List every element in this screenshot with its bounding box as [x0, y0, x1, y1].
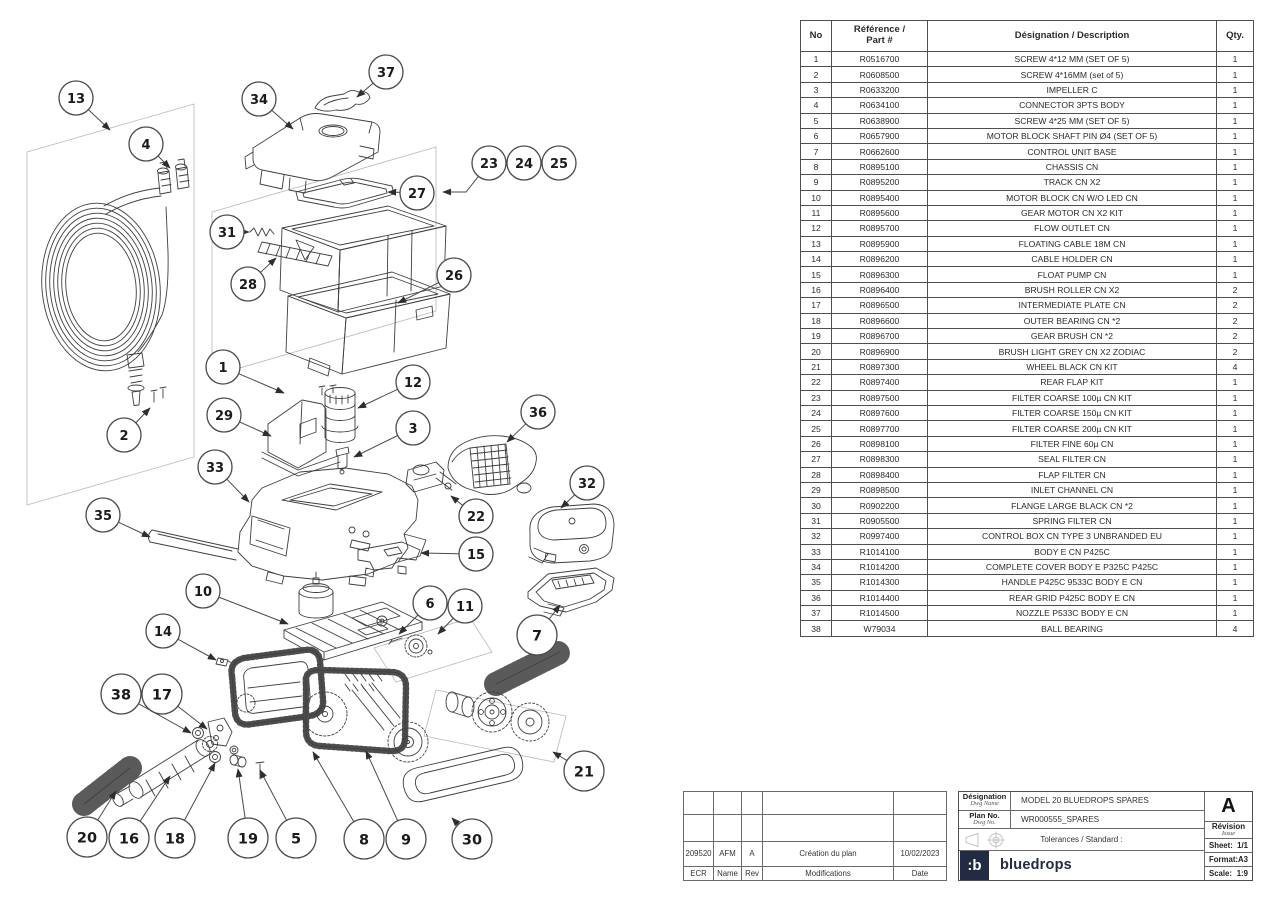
designation-value: MODEL 20 BLUEDROPS SPARES — [1021, 796, 1149, 806]
svg-text:23: 23 — [479, 156, 499, 172]
balloon-23 — [443, 146, 506, 192]
bluedrops-logo-icon: :b — [960, 851, 989, 880]
balloon-14 — [146, 614, 216, 660]
brush-bristle-right-sketch — [496, 652, 560, 684]
scale-field: Scale: 1:9 — [1209, 869, 1248, 878]
svg-text:14: 14 — [153, 624, 173, 640]
svg-text:25: 25 — [549, 156, 569, 172]
header-qty: Qty. — [1217, 21, 1254, 52]
table-row: 22 R0897400 REAR FLAP KIT 1 — [801, 375, 1254, 390]
table-row: 20 R0896900 BRUSH LIGHT GREY CN X2 ZODIAC 2 — [801, 344, 1254, 359]
balloon-13 — [59, 81, 110, 130]
svg-text:21: 21 — [573, 764, 595, 781]
balloon-2 — [107, 408, 150, 452]
table-row: 32 R0997400 CONTROL BOX CN TYPE 3 UNBRANDED EU 1 — [801, 529, 1254, 544]
intermediate-plate-sketch — [208, 718, 238, 754]
svg-text:29: 29 — [214, 408, 234, 424]
table-row: 30 R0902200 FLANGE LARGE BLACK CN *2 1 — [801, 498, 1254, 513]
table-row: 6 R0657900 MOTOR BLOCK SHAFT PIN Ø4 (SET OF 5) 1 — [801, 128, 1254, 143]
designation-label: Désignation Dwg Name — [959, 792, 1011, 810]
control-box-sketch — [529, 504, 614, 563]
svg-text:15: 15 — [466, 547, 486, 563]
screw-pair-sketch — [151, 387, 166, 402]
svg-text:17: 17 — [151, 687, 173, 704]
revision-empty-row — [684, 792, 947, 815]
balloon-35 — [86, 498, 150, 537]
svg-text:10: 10 — [193, 584, 213, 600]
balloon-6 — [399, 586, 447, 634]
table-row: 33 R1014100 BODY E CN P425C 1 — [801, 544, 1254, 559]
balloon-18 — [155, 763, 215, 858]
table-row: 7 R0662600 CONTROL UNIT BASE 1 — [801, 144, 1254, 159]
table-row: 1 R0516700 SCREW 4*12 MM (SET OF 5) 1 — [801, 52, 1254, 67]
table-row: 19 R0896700 GEAR BRUSH CN *2 2 — [801, 329, 1254, 344]
svg-text:2: 2 — [119, 428, 129, 444]
balloon-15 — [421, 537, 493, 571]
balloon-5 — [260, 770, 316, 858]
ball-bearing-sketch — [193, 728, 204, 739]
balloon-26 — [398, 258, 471, 303]
balloon-37 — [357, 55, 403, 97]
table-row: 13 R0895900 FLOATING CABLE 18M CN 1 — [801, 236, 1254, 251]
svg-text:31: 31 — [217, 225, 237, 241]
svg-text:37: 37 — [376, 65, 396, 81]
revision-letter: A — [1205, 792, 1252, 822]
spring-sketch — [250, 228, 274, 236]
revision-label: Révision Issue — [1205, 822, 1252, 839]
gear-motor-sketch — [405, 635, 432, 657]
table-row: 23 R0897500 FILTER COARSE 100µ CN KIT 1 — [801, 390, 1254, 405]
svg-text:22: 22 — [466, 509, 486, 525]
flap-filter-sketch — [258, 242, 332, 266]
balloon-25 — [542, 146, 576, 180]
table-row: 37 R1014500 NOZZLE P533C BODY E CN 1 — [801, 606, 1254, 621]
svg-text:8: 8 — [358, 832, 370, 849]
svg-text:1: 1 — [218, 360, 228, 376]
svg-text:7: 7 — [531, 628, 543, 645]
svg-text:26: 26 — [444, 268, 464, 284]
flange-belt-sketch — [403, 747, 523, 802]
balloon-4 — [129, 127, 170, 168]
svg-text:32: 32 — [577, 476, 597, 492]
control-base-sketch — [528, 568, 614, 616]
connector-sketch — [158, 159, 190, 194]
impeller-sketch — [336, 447, 349, 474]
table-row: 3 R0633200 IMPELLER C 1 — [801, 82, 1254, 97]
table-row: 10 R0895400 MOTOR BLOCK CN W/O LED CN 1 — [801, 190, 1254, 205]
svg-text:33: 33 — [205, 460, 225, 476]
brush-bristle-sketch — [84, 768, 130, 804]
balloon-1 — [206, 350, 284, 393]
motor-block-sketch — [284, 572, 422, 660]
rear-grid-sketch — [448, 436, 536, 495]
table-row: 35 R1014300 HANDLE P425C 9533C BODY E CN 1 — [801, 575, 1254, 590]
title-block — [958, 791, 1253, 881]
svg-text:28: 28 — [238, 277, 258, 293]
pump-motor-sketch — [406, 462, 456, 492]
table-row: 25 R0897700 FILTER COARSE 200µ CN KIT 1 — [801, 421, 1254, 436]
inlet-channel-sketch — [262, 400, 340, 476]
revision-empty-row — [684, 815, 947, 841]
plan-no-value: WR000555_SPARES — [1021, 814, 1100, 824]
table-row: 9 R0895200 TRACK CN X2 1 — [801, 175, 1254, 190]
svg-text:13: 13 — [66, 91, 86, 107]
revision-entry-row: 209520 AFM A Création du plan 10/02/2023 — [684, 841, 947, 866]
table-row: 15 R0896300 FLOAT PUMP CN 1 — [801, 267, 1254, 282]
svg-text:19: 19 — [237, 831, 259, 848]
format-field: Format: A3 — [1205, 853, 1252, 867]
table-row: 11 R0895600 GEAR MOTOR CN X2 KIT 1 — [801, 205, 1254, 220]
balloon-32 — [561, 466, 604, 508]
sheet-field: Sheet: 1/1 — [1205, 839, 1252, 853]
table-row: 29 R0898500 INLET CHANNEL CN 1 — [801, 482, 1254, 497]
outer-bearing-sketch — [210, 752, 221, 763]
svg-text:34: 34 — [249, 92, 269, 108]
table-row: 17 R0896500 INTERMEDIATE PLATE CN 2 — [801, 298, 1254, 313]
balloon-21 — [553, 751, 604, 791]
table-row: 24 R0897600 FILTER COARSE 150µ CN KIT 1 — [801, 405, 1254, 420]
cover-sketch — [245, 114, 380, 194]
table-row: 36 R1014400 REAR GRID P425C BODY E CN 1 — [801, 590, 1254, 605]
svg-text:20: 20 — [76, 830, 98, 847]
balloon-19 — [228, 769, 268, 858]
revision-label-row: ECR Name Rev Modifications Date — [684, 866, 947, 880]
filter-body-sketch — [280, 206, 446, 312]
table-row: 14 R0896200 CABLE HOLDER CN 1 — [801, 252, 1254, 267]
balloon-24 — [507, 146, 541, 180]
seal-filter-sketch — [296, 178, 394, 208]
balloon-layer — [59, 55, 604, 859]
tolerances-label: Tolerances / Standard : — [1040, 834, 1123, 844]
brand-name: bluedrops — [1000, 857, 1072, 874]
table-row: 28 R0898400 FLAP FILTER CN 1 — [801, 467, 1254, 482]
balloon-33 — [198, 450, 249, 502]
revision-history-table — [683, 791, 947, 881]
balloon-29 — [207, 398, 271, 436]
svg-text:9: 9 — [400, 832, 412, 849]
cable-swivel-sketch — [127, 353, 144, 406]
balloon-34 — [242, 82, 293, 129]
svg-text:35: 35 — [93, 508, 113, 524]
svg-text:38: 38 — [110, 687, 132, 704]
table-row: 34 R1014200 COMPLETE COVER BODY E P325C P425C 1 — [801, 559, 1254, 574]
balloon-3 — [354, 411, 430, 457]
table-row: 4 R0634100 CONNECTOR 3PTS BODY 1 — [801, 98, 1254, 113]
balloon-31 — [210, 215, 249, 249]
table-row: 12 R0895700 FLOW OUTLET CN 1 — [801, 221, 1254, 236]
balloon-28 — [231, 258, 276, 301]
gear-brush-sketch — [230, 755, 246, 767]
svg-text:16: 16 — [118, 831, 140, 848]
header-ref: Référence / Part # — [832, 21, 928, 52]
svg-text:6: 6 — [425, 596, 435, 612]
table-row: 8 R0895100 CHASSIS CN 1 — [801, 159, 1254, 174]
header-desc: Désignation / Description — [928, 21, 1217, 52]
table-row: 16 R0896400 BRUSH ROLLER CN X2 2 — [801, 282, 1254, 297]
plan-no-label: Plan No. Dwg No. — [959, 811, 1011, 829]
table-row: 5 R0638900 SCREW 4*25 MM (SET OF 5) 1 — [801, 113, 1254, 128]
svg-text:4: 4 — [141, 137, 151, 153]
svg-text:30: 30 — [461, 832, 483, 849]
parts-table-header-row — [801, 21, 1254, 52]
svg-text:36: 36 — [528, 405, 548, 421]
table-row: 2 R0608500 SCREW 4*16MM (set of 5) 1 — [801, 67, 1254, 82]
table-row: 38 W79034 BALL BEARING 4 — [801, 621, 1254, 636]
svg-text:18: 18 — [164, 831, 186, 848]
float-pump-sketch — [358, 542, 420, 577]
svg-text:5: 5 — [290, 831, 302, 848]
svg-text:12: 12 — [403, 375, 423, 391]
balloon-17 — [142, 674, 207, 729]
projection-symbol-icon — [963, 831, 1011, 849]
svg-text:27: 27 — [407, 186, 427, 202]
table-row: 18 R0896600 OUTER BEARING CN *2 2 — [801, 313, 1254, 328]
balloon-27 — [388, 176, 434, 210]
balloon-36 — [507, 395, 555, 442]
parts-table — [800, 20, 1254, 637]
chassis-track-sketch — [232, 650, 429, 762]
svg-text:24: 24 — [514, 156, 534, 172]
table-row: 31 R0905500 SPRING FILTER CN 1 — [801, 513, 1254, 528]
table-row: 21 R0897300 WHEEL BLACK CN KIT 4 — [801, 359, 1254, 374]
header-no: No — [801, 21, 832, 52]
balloon-22 — [451, 496, 493, 533]
flow-outlet-sketch — [322, 388, 358, 443]
svg-text:11: 11 — [455, 599, 475, 615]
svg-text:3: 3 — [408, 421, 418, 437]
table-row: 27 R0898300 SEAL FILTER CN 1 — [801, 452, 1254, 467]
filter-basket-sketch — [286, 272, 450, 376]
handle-sketch — [148, 530, 238, 560]
balloon-30 — [452, 818, 492, 859]
table-row: 26 R0898100 FILTER FINE 60µ CN 1 — [801, 436, 1254, 451]
floating-cable-sketch — [34, 188, 169, 377]
wheel-kit-sketch — [446, 692, 549, 741]
balloon-12 — [358, 365, 430, 408]
